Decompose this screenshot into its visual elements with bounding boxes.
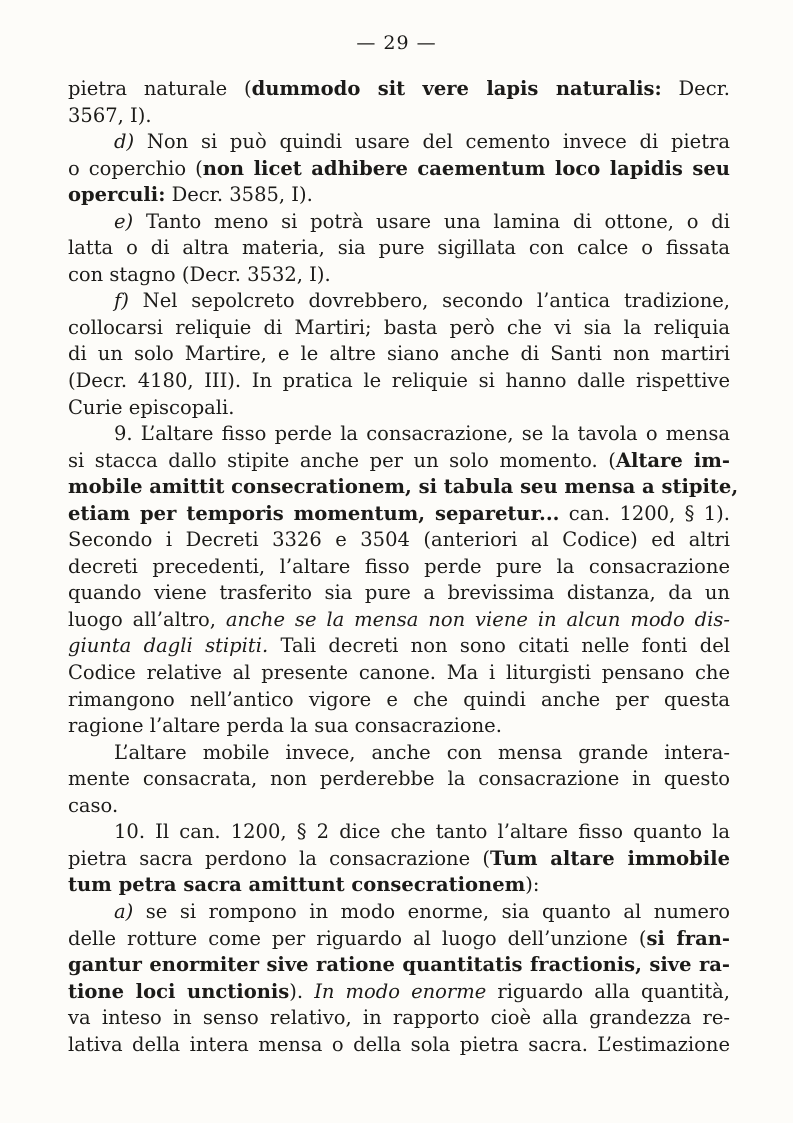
- text-run: mente consacrata, non perderebbe la consacrazione in questo: [68, 767, 730, 791]
- text-line: [68, 926, 730, 953]
- text-line: [68, 474, 739, 501]
- text-run: Decr.: [661, 77, 731, 100]
- text-run: rimangono nell’antico vigore e che quindi anche per questa: [68, 687, 730, 711]
- text-run: se si rompono in modo enorme, sia quanto al numero: [133, 899, 730, 923]
- text-body: [68, 76, 739, 1058]
- text-run: ragione l’altare perda la sua consacrazione.: [68, 714, 502, 738]
- text-line: [68, 607, 730, 634]
- text-line: [68, 872, 730, 899]
- text-run: Non si può quindi usare del cemento invece di pietra: [134, 130, 730, 154]
- text-line: [68, 713, 730, 740]
- text-line: [68, 156, 730, 183]
- text-line: [68, 952, 730, 979]
- text-run: Nel sepolcreto dovrebbero, secondo l’antica tradizione,: [128, 289, 730, 313]
- bold-text: gantur enormiter sive ratione quantitatis fractionis, sive ra-: [68, 953, 730, 977]
- italic-text: a): [114, 899, 134, 923]
- text-run: 3567, I).: [68, 103, 152, 127]
- italic-text: e): [114, 209, 134, 233]
- bold-text: tione loci unctionis: [68, 979, 290, 1003]
- text-line: [68, 76, 730, 103]
- page-number: — 29 —: [356, 32, 437, 54]
- text-run: ).: [289, 979, 315, 1003]
- text-run: quando viene trasferito sia pure a brevissima distanza, da un: [68, 581, 730, 605]
- text-line: [68, 448, 730, 475]
- text-line: [68, 103, 730, 130]
- text-line: [68, 793, 730, 820]
- text-line: [68, 368, 730, 395]
- text-line: [68, 766, 730, 793]
- bold-text: etiam per temporis momentum, separetur...: [68, 501, 560, 525]
- text-run: di un solo Martire, e le altre siano anche di Santi non martiri: [68, 342, 730, 366]
- text-run: 10. Il can. 1200, § 2 dice che tanto l’altare fisso quanto la: [114, 820, 730, 844]
- text-run: decreti precedenti, l’altare fisso perde pure la consacrazione: [68, 554, 730, 578]
- text-line: [68, 979, 730, 1006]
- text-line: [68, 288, 730, 315]
- text-run: delle rotture come per riguardo al luogo dell’unzione (: [68, 926, 647, 950]
- text-line: [68, 527, 730, 554]
- text-line: [68, 633, 730, 660]
- text-run: Tanto meno si potrà usare una lamina di ottone, o di: [133, 209, 730, 233]
- bold-text: si fran-: [646, 926, 730, 950]
- text-line: [68, 1005, 730, 1032]
- text-line: [68, 262, 730, 289]
- text-run: L’altare mobile invece, anche con mensa grande intera-: [114, 740, 730, 764]
- text-run: Tali decreti non sono citati nelle fonti del: [268, 634, 730, 658]
- text-run: caso.: [68, 793, 119, 817]
- italic-text: anche se la mensa non viene in alcun modo dis-: [225, 607, 730, 631]
- text-line: [68, 341, 730, 368]
- text-run: Secondo i Decreti 3326 e 3504 (anteriori al Codice) ed altri: [68, 528, 730, 552]
- bold-text: tum petra sacra amittunt consecrationem: [68, 873, 526, 897]
- text-run: riguardo alla quantità,: [486, 979, 730, 1003]
- text-run: (Decr. 4180, III). In pratica le reliquie si hanno dalle rispettive: [68, 369, 730, 393]
- text-line: [68, 315, 730, 342]
- text-run: si stacca dallo stipite anche per un solo momento. (: [68, 448, 616, 472]
- text-run: pietra sacra perdono la consacrazione (: [68, 846, 490, 870]
- bold-text: Tum altare immobile: [489, 846, 730, 870]
- bold-text: mobile amittit consecrationem, si tabula seu mensa a stipite,: [68, 475, 739, 499]
- text-line: [68, 580, 730, 607]
- text-line: [68, 182, 730, 209]
- text-run: ):: [525, 873, 540, 897]
- text-run: Codice relative al presente canone. Ma i liturgisti pensano che: [68, 661, 730, 685]
- text-run: Curie episcopali.: [68, 395, 235, 419]
- text-line: [68, 129, 730, 156]
- text-run: con stagno (Decr. 3532, I).: [68, 262, 331, 286]
- bold-text: Altare im-: [615, 448, 730, 472]
- text-run: lativa della intera mensa o della sola pietra sacra. L’estimazione: [68, 1032, 730, 1056]
- text-run: va inteso in senso relativo, in rapporto cioè alla grandezza re-: [68, 1006, 730, 1030]
- bold-text: dummodo sit vere lapis naturalis:: [251, 77, 662, 100]
- italic-text: In modo enorme: [314, 979, 487, 1003]
- text-line: [68, 899, 730, 926]
- text-line: [68, 395, 730, 422]
- text-run: pietra naturale (: [68, 77, 252, 100]
- text-line: [68, 501, 730, 528]
- text-run: collocarsi reliquie di Martiri; basta però che vi sia la reliquia: [68, 315, 730, 339]
- text-run: Decr. 3585, I).: [165, 183, 313, 207]
- text-line: [68, 846, 730, 873]
- text-run: can. 1200, § 1).: [559, 501, 730, 525]
- italic-text: giunta dagli stipiti.: [68, 634, 269, 658]
- text-run: o coperchio (: [68, 156, 203, 180]
- text-run: 9. L’altare fisso perde la consacrazione, se la tavola o mensa: [114, 422, 730, 446]
- text-line: [68, 660, 730, 687]
- bold-text: operculi:: [68, 183, 166, 207]
- italic-text: f): [114, 289, 129, 313]
- text-line: [68, 819, 730, 846]
- text-line: [68, 421, 730, 448]
- text-line: [68, 740, 730, 767]
- italic-text: d): [114, 130, 135, 154]
- text-run: latta o di altra materia, sia pure sigillata con calce o fissata: [68, 236, 730, 260]
- text-line: [68, 209, 730, 236]
- bold-text: non licet adhibere caementum loco lapidis seu: [202, 156, 730, 180]
- text-line: [68, 554, 730, 581]
- text-run: luogo all’altro,: [68, 607, 226, 631]
- text-line: [68, 235, 730, 262]
- text-line: [68, 687, 730, 714]
- text-line: [68, 1032, 730, 1059]
